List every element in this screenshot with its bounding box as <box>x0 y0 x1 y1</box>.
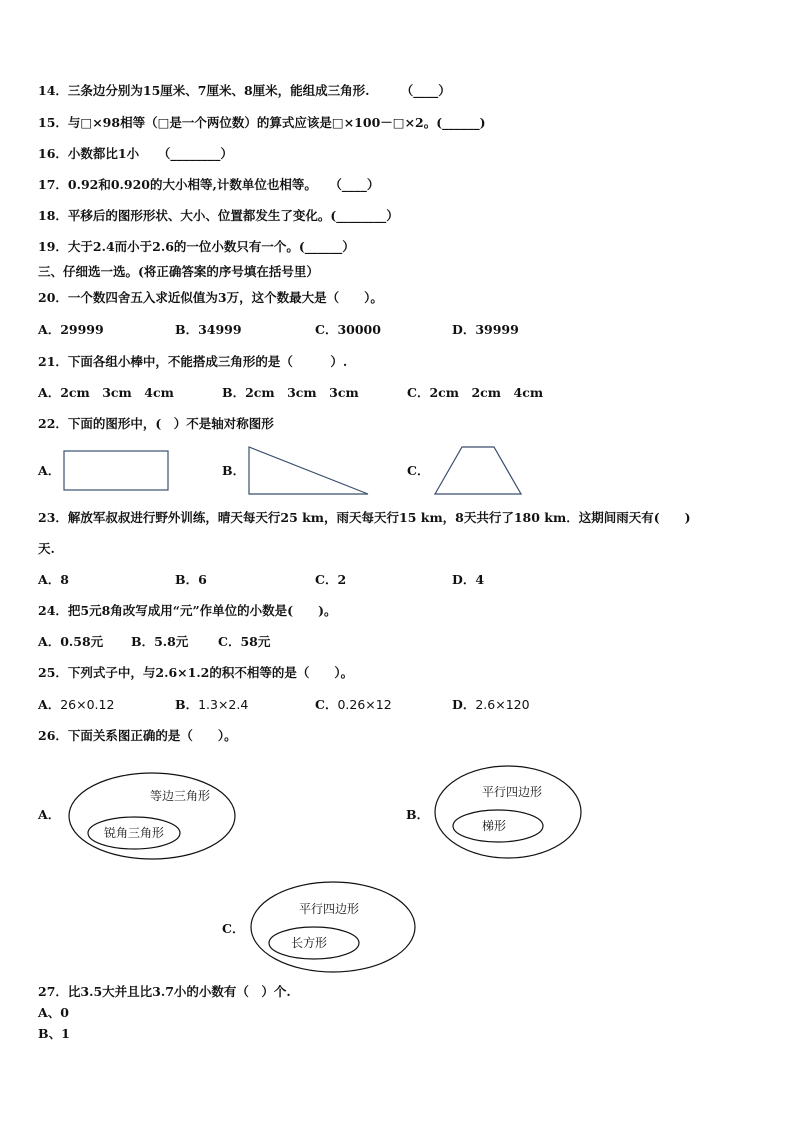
question-27: 27．比3.5大并且比3.7小的小数有（ ）个. <box>38 984 291 999</box>
q21-option-a[interactable]: A．2cm 3cm 4cm <box>38 385 174 400</box>
q22-option-a[interactable]: A． <box>38 463 61 478</box>
venn-c-outer <box>251 882 415 972</box>
q24-option-a[interactable]: A．0.58元 <box>38 634 104 649</box>
venn-b-outer-label: 平行四边形 <box>481 785 543 799</box>
q22-option-b[interactable]: B． <box>222 463 246 478</box>
venn-diagram-c <box>250 881 418 975</box>
venn-b-outer <box>435 766 581 858</box>
q27-option-b[interactable]: B、1 <box>38 1026 70 1041</box>
section-3-heading: 三、仔细选一选。(将正确答案的序号填在括号里） <box>38 264 319 279</box>
q25-option-d[interactable] <box>452 697 530 713</box>
q26-option-c[interactable]: C． <box>222 921 245 936</box>
question-25: 25．下列式子中，与2.6×1.2的积不相等的是（ ）。 <box>38 665 354 680</box>
q25-option-b[interactable] <box>175 697 248 713</box>
question-15: 15．与□×98相等（□是一个两位数）的算式应该是□×100－□×2。(______) <box>38 115 486 130</box>
question-16: 16．小数都比1小 （________） <box>38 146 233 161</box>
q20-option-d[interactable]: D．39999 <box>452 322 519 337</box>
venn-a-outer <box>69 773 235 859</box>
question-23: 23．解放军叔叔进行野外训练，晴天每天行25 km，雨天每天行15 km，8天共行了180 km．这期间雨天有( ) <box>38 510 691 525</box>
question-19: 19．大于2.4而小于2.6的一位小数只有一个。(______） <box>38 239 355 254</box>
venn-diagram-b <box>434 765 584 861</box>
q21-option-b[interactable]: B．2cm 3cm 3cm <box>222 385 359 400</box>
venn-diagram-a <box>68 772 240 862</box>
trapezoid-shape <box>434 446 524 496</box>
q24-option-c[interactable]: C．58元 <box>218 634 271 649</box>
question-14: 14．三条边分别为15厘米、7厘米、8厘米，能组成三角形. （____） <box>38 83 451 98</box>
question-17: 17．0.92和0.920的大小相等,计数单位也相等。 （____） <box>38 177 380 192</box>
q24-option-b[interactable]: B．5.8元 <box>131 634 189 649</box>
q20-option-b[interactable]: B．34999 <box>175 322 242 337</box>
q21-option-c[interactable]: C．2cm 2cm 4cm <box>407 385 544 400</box>
q25-option-a-label: A． <box>38 697 61 712</box>
q25-option-b-label: B． <box>175 697 199 712</box>
q20-option-c[interactable]: C．30000 <box>315 322 381 337</box>
venn-c-outer-label: 平行四边形 <box>298 902 360 916</box>
q25-option-d-label: D． <box>452 697 476 712</box>
q25-option-c[interactable] <box>315 697 392 713</box>
question-18: 18．平移后的图形形状、大小、位置都发生了变化。(________） <box>38 208 399 223</box>
q23-option-c[interactable]: C．2 <box>315 572 347 587</box>
question-20: 20．一个数四舍五入求近似值为3万，这个数最大是（ ）。 <box>38 290 383 305</box>
question-23-cont: 天. <box>38 541 55 556</box>
question-21: 21．下面各组小棒中，不能搭成三角形的是（ ）. <box>38 354 348 369</box>
question-26: 26．下面关系图正确的是（ ）。 <box>38 728 237 743</box>
q23-option-b[interactable]: B．6 <box>175 572 207 587</box>
q22-option-c[interactable]: C． <box>407 463 430 478</box>
venn-a-outer-label: 等边三角形 <box>149 789 211 803</box>
q25-option-c-value: 0.26×12 <box>337 697 392 712</box>
q25-option-d-value: 2.6×120 <box>475 697 530 712</box>
question-22: 22．下面的图形中，( ）不是轴对称图形 <box>38 416 274 431</box>
right-triangle-shape <box>248 446 370 496</box>
q20-option-a[interactable]: A．29999 <box>38 322 104 337</box>
q25-option-b-value: 1.3×2.4 <box>198 697 249 712</box>
question-24: 24．把5元8角改写成用“元”作单位的小数是( )。 <box>38 603 337 618</box>
q25-option-a-value: 26×0.12 <box>60 697 115 712</box>
q26-option-a[interactable]: A． <box>38 807 61 822</box>
rectangle-shape <box>63 450 171 492</box>
q27-option-a[interactable]: A、0 <box>38 1005 69 1020</box>
q25-option-a[interactable] <box>38 697 114 713</box>
venn-b-inner-label: 梯形 <box>481 819 507 833</box>
q25-option-c-label: C． <box>315 697 338 712</box>
q23-option-d[interactable]: D．4 <box>452 572 485 587</box>
q23-option-a[interactable]: A．8 <box>38 572 69 587</box>
venn-c-inner-label: 长方形 <box>290 936 328 950</box>
q26-option-b[interactable]: B． <box>406 807 430 822</box>
venn-a-inner-label: 锐角三角形 <box>103 826 165 840</box>
